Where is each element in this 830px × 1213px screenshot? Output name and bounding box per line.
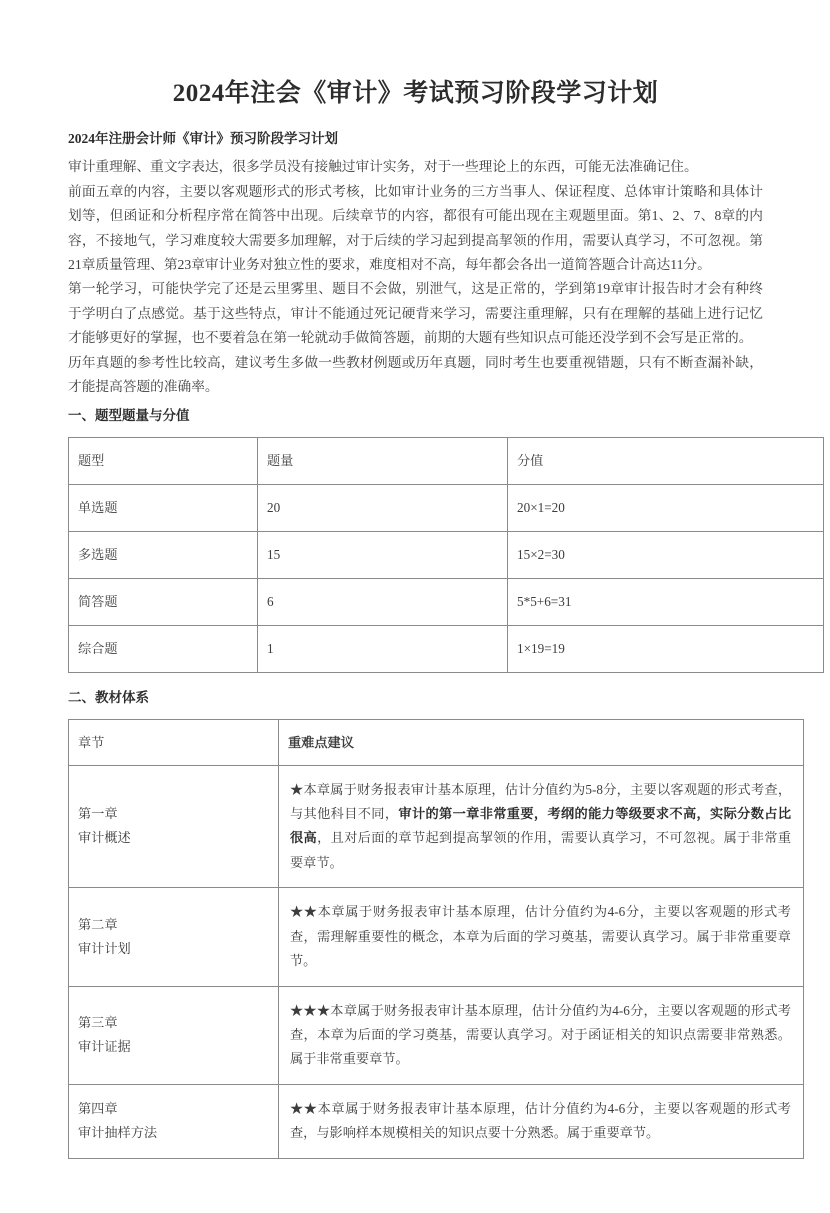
intro-paragraph-3: 第一轮学习，可能快学完了还是云里雾里、题目不会做，别泄气，这是正常的，学到第19章审计报告时才会有种终于学明白了点感觉。基于这些特点，审计不能通过死记硬背来学习，需要注重理解，只有在理解的基础上进行记忆才能够更好的掌握，也不要着急在第一轮就动手做简答题，前期的大题有些知识点可能还没学到不会写是正常的。 [68,281,763,346]
column-header-question-type: 题型 [69,437,258,484]
table-row [69,531,824,578]
advice-text-pre: 本章属于财务报表审计基本原理，估计分值约为5-8分，主要以客观题的形式考查，与其他科目不同， [290,781,792,822]
table-row [69,578,824,625]
table-row [69,765,804,888]
table-header-row [69,437,824,484]
intro-paragraph-4: 历年真题的参考性比较高，建议考生多做一些教材例题或历年真题，同时考生也要重视错题，只有不断查漏补缺，才能提高答题的准确率。 [68,354,763,394]
cell-question-count: 15 [258,531,508,578]
chapter-name: 审计证据 [78,1039,131,1055]
chapter-number: 第一章 [78,806,118,822]
cell-score: 15×2=30 [508,531,824,578]
advice-text-emphasis: 审计的第一章非常重要，考纲的能力等级要求不高，实际分数占比很高 [290,806,792,846]
chapter-name: 审计计划 [78,940,131,956]
star-rating-icon: ★★ [290,1100,318,1116]
document-subtitle: 2024年注册会计师《审计》预习阶段学习计划 [68,130,338,146]
advice-text-post: ，且对后面的章节起到提高挈领的作用，需要认真学习，不可忽视。属于非常重要章节。 [290,830,792,870]
chapter-number: 第四章 [78,1100,118,1116]
table-row [69,625,824,672]
cell-question-type: 单选题 [69,484,258,531]
star-rating-icon: ★★ [290,904,318,920]
table-row [69,1084,804,1158]
intro-paragraph-1: 审计重理解、重文字表达，很多学员没有接触过审计实务，对于一些理论上的东西，可能无法准确记住。 [68,159,698,175]
cell-key-points [279,765,804,888]
column-header-key-points: 重难点建议 [279,719,804,765]
cell-chapter [69,986,279,1084]
chapter-name: 审计概述 [78,830,131,846]
cell-chapter [69,888,279,986]
cell-score: 1×19=19 [508,625,824,672]
cell-key-points [279,1084,804,1158]
column-header-score: 分值 [508,437,824,484]
page-title: 2024年注会《审计》考试预习阶段学习计划 [172,80,659,107]
advice-text-pre: 本章属于财务报表审计基本原理，估计分值约为4-6分，主要以客观题的形式考查，需理解重要性的概念，本章为后面的学习奠基，需要认真学习。属于非常重要章节。 [290,904,791,969]
cell-score: 5*5+6=31 [508,578,824,625]
chapter-name: 审计抽样方法 [78,1125,158,1141]
cell-chapter [69,765,279,888]
table-row [69,986,804,1084]
column-header-chapter: 章节 [69,719,279,765]
star-rating-icon: ★★★ [290,1002,331,1018]
section-heading-one: 一、题型题量与分值 [68,408,190,424]
table-row [69,888,804,986]
star-rating-icon: ★ [290,781,304,797]
intro-paragraph-2: 前面五章的内容，主要以客观题形式的形式考核，比如审计业务的三方当事人、保证程度、总体审计策略和具体计划等，但函证和分析程序常在简答中出现。后续章节的内容，都很有可能出现在主观题里面。第1、2、7、8章的内容，不接地气，学习难度较大需要多加理解，对于后续的学习起到提高挈领的作用，需要认真学习，不可忽视。第21章质量管理、第23章审计业务对独立性的要求，难度相对不高，每年都会各出一道简答题合计高达11分。 [68,183,763,272]
chapter-number: 第三章 [78,1014,118,1030]
column-header-question-count: 题量 [258,437,508,484]
cell-question-count: 6 [258,578,508,625]
cell-question-type: 多选题 [69,531,258,578]
cell-key-points [279,986,804,1084]
cell-question-count: 1 [258,625,508,672]
cell-question-count: 20 [258,484,508,531]
cell-key-points [279,888,804,986]
question-types-table [68,437,824,673]
cell-chapter [69,1084,279,1158]
table-header-row [69,719,804,765]
cell-question-type: 综合题 [69,625,258,672]
cell-question-type: 简答题 [69,578,258,625]
advice-text-pre: 本章属于财务报表审计基本原理，估计分值约为4-6分，主要以客观题的形式考查，本章为后面的学习奠基，需要认真学习。对于函证相关的知识点需要非常熟悉。属于非常重要章节。 [290,1002,792,1067]
advice-text-pre: 本章属于财务报表审计基本原理，估计分值约为4-6分，主要以客观题的形式考查，与影响样本规模相关的知识点要十分熟悉。属于重要章节。 [290,1100,791,1141]
cell-score: 20×1=20 [508,484,824,531]
section-heading-two: 二、教材体系 [68,689,149,705]
chapter-number: 第二章 [78,916,118,932]
textbook-system-table [68,719,804,1159]
table-row [69,484,824,531]
